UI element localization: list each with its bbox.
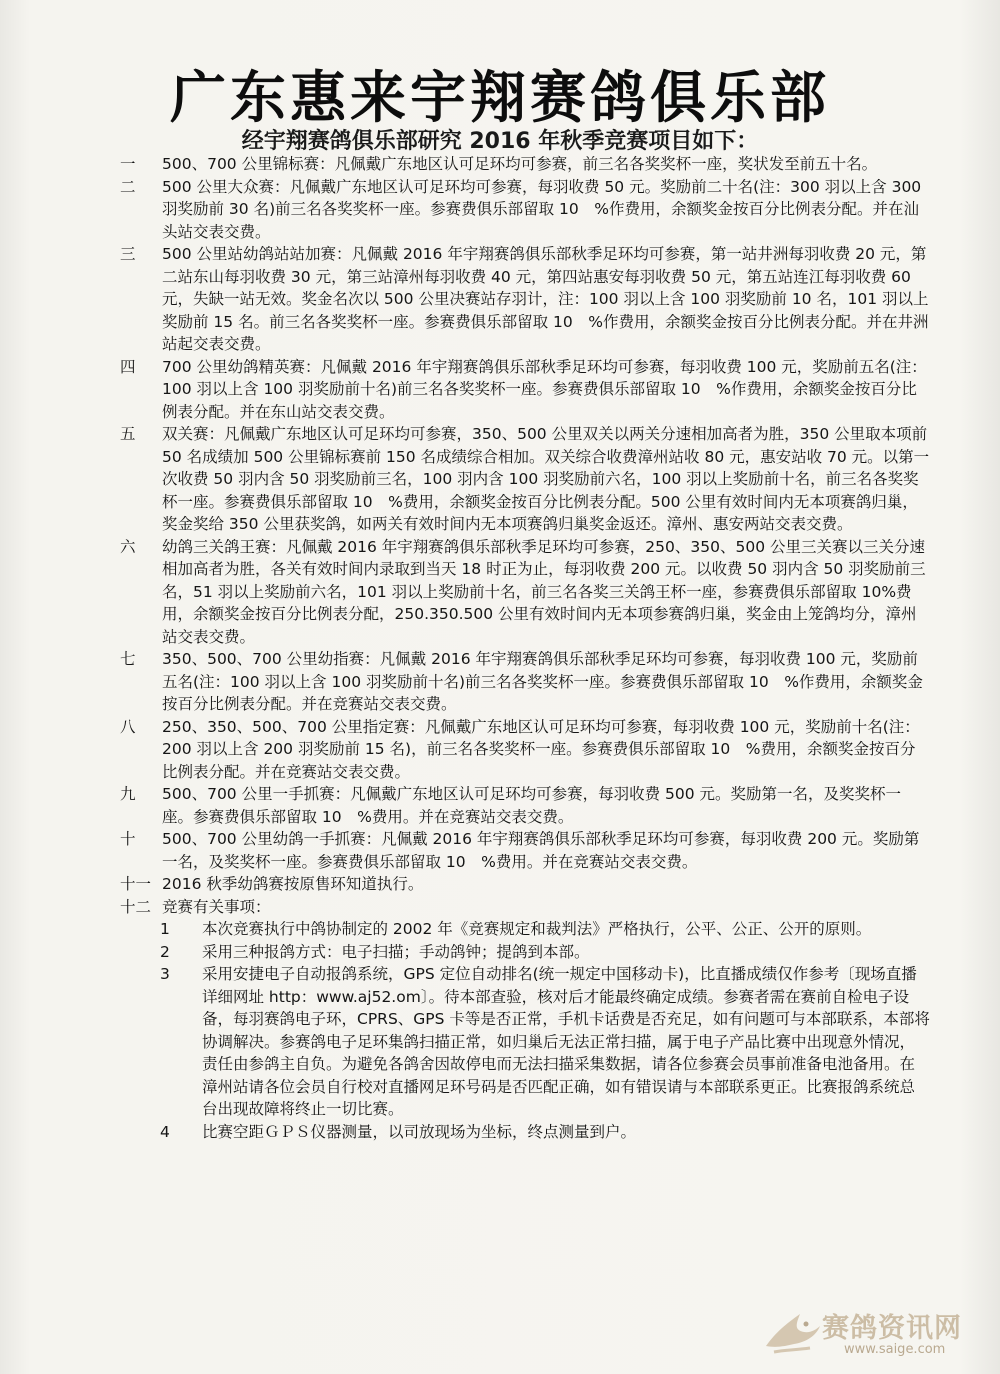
rule-text: 2016 秋季幼鸽赛按原售环知道执行。: [162, 875, 424, 893]
rule-text: 500、700 公里锦标赛：凡佩戴广东地区认可足环均可参赛，前三名各奖奖杯一座，奖状发至前五十名。: [162, 155, 878, 173]
rule-item-9: [120, 783, 930, 828]
matter-item-3: [120, 963, 930, 1121]
matter-item-2: [120, 941, 930, 964]
rule-item-7: [120, 648, 930, 716]
rule-number: 六: [120, 537, 136, 556]
watermark-url[interactable]: www.saige.com: [844, 1342, 946, 1357]
rule-text: 500 公里站幼鸽站站加赛：凡佩戴 2016 年宇翔赛鸽俱乐部秋季足环均可参赛，第一站井洲每羽收费 20 元，第二站东山每羽收费 30 元，第三站漳州每羽收费 40 元，第四站惠安每羽收费 50 元，第五站连江每羽收费 60 元，失缺一站无效。奖金名次以 500 公里决赛站存羽计，注：100 羽以上含 100 羽奖励前 10 名，101 羽以上奖励前 15 名。前三名各奖奖杯一座。参赛费俱乐部留取 10 %作费用，余额奖金按百分比例表分配。并在井洲站起交表交费。: [162, 245, 929, 353]
rule-item-5: [120, 423, 930, 536]
rule-text: 500、700 公里一手抓赛：凡佩戴广东地区认可足环均可参赛，每羽收费 500 元。奖励第一名，及奖奖杯一座。参赛费俱乐部留取 10 %费用。并在竞赛站交表交费。: [162, 785, 902, 826]
rule-number: 四: [120, 357, 136, 376]
rule-item-3: [120, 243, 930, 356]
rule-text: 幼鸽三关鸽王赛：凡佩戴 2016 年宇翔赛鸽俱乐部秋季足环均可参赛，250、350、500 公里三关赛以三关分速相加高者为胜，各关有效时间内录取到当天 18 时正为止，每羽收费 200 元。以收费 50 羽内含 50 羽奖励前三名，51 羽以上奖励前六名，101 羽以上奖励前十名，前三名各奖三关鸽王杯一座，参赛费俱乐部留取 10%费用，余额奖金按百分比例表分配，250.350.500 公里有效时间内无本项参赛鸽归巢，奖金由上笼鸽均分，漳州站交表交费。: [162, 537, 926, 646]
rule-text: 双关赛：凡佩戴广东地区认可足环均可参赛，350、500 公里双关以两关分速相加高者为胜，350 公里取本项前 50 名成绩加 500 公里锦标赛前 150 名成绩综合相加。双关综合收费漳州站收 80 元，惠安站收 70 元。以第一次收费 50 羽内含 50 羽奖励前三名，100 羽内含 100 羽奖励前六名，100 羽以上奖励前十名，前三名各奖奖杯一座。参赛费俱乐部留取 10 %费用，余额奖金按百分比例表分配。500 公里有效时间内无本项赛鸽归巢，奖金奖给 350 公里获奖鸽，如两关有效时间内无本项赛鸽归巢奖金返还。漳州、惠安两站交表交费。: [162, 425, 930, 533]
rule-text: 250、350、500、700 公里指定赛：凡佩戴广东地区认可足环均可参赛，每羽收费 100 元，奖励前十名(注：200 羽以上含 200 羽奖励前 15 名)，前三名各奖奖杯一座。参赛费俱乐部留取 10 %费用，余额奖金按百分比例表分配。并在竞赛站交表交费。: [162, 717, 920, 781]
matter-text: 本次竞赛执行中鸽协制定的 2002 年《竞赛规定和裁判法》严格执行，公平、公正、公开的原则。: [202, 920, 872, 938]
matter-number: 4: [160, 1122, 170, 1141]
rules-list: [120, 153, 930, 1143]
pigeon-logo-icon: [760, 1302, 822, 1360]
matter-item-4: [120, 1121, 930, 1144]
rule-item-8: [120, 716, 930, 784]
rule-number: 三: [120, 245, 136, 263]
rule-number: 十二: [120, 897, 152, 916]
rule-item-2: [120, 176, 930, 244]
rule-number: 十: [120, 830, 136, 848]
rule-item-12: [120, 896, 930, 919]
watermark-text: 赛鸽资讯网: [822, 1313, 962, 1344]
rule-number: 五: [120, 425, 136, 443]
rule-number: 十一: [120, 875, 152, 893]
page-title: 广东惠来宇翔赛鸽俱乐部: [170, 66, 830, 131]
rule-text: 500 公里大众赛：凡佩戴广东地区认可足环均可参赛，每羽收费 50 元。奖励前二十名(注：300 羽以上含 300 羽奖励前 30 名)前三名各奖奖杯一座。参赛费俱乐部留取 10 %作费用，余额奖金按百分比例表分配。并在汕头站交表交费。: [162, 177, 922, 241]
page-subtitle: 经宇翔赛鸽俱乐部研究 2016 年秋季竞赛项目如下：: [241, 129, 759, 154]
matter-text: 采用安捷电子自动报鸽系统，GPS 定位自动排名(统一规定中国移动卡)，比直播成绩仅作参考〔现场直播详细网址 http：www.aj52.om〕。待本部查验，核对后才能最终确定成绩。参赛者需在赛前自检电子设备，每羽赛鸽电子环，CPRS、GPS 卡等是否正常，手机卡话费是否充足，如有问题可与本部联系，本部将协调解决。参赛鸽电子足环集鸽扫描正常，如归巢后无法正常扫描，属于电子产品比赛中出现意外情况，责任由参鸽主自负。为避免各鸽舍因故停电而无法扫描采集数据，请各位参赛会员事前准备电池备用。在漳州站请各位会员自行校对直播网足环号码是否匹配正确，如有错误请与本部联系更正。比赛报鸽系统总台出现故障将终止一切比赛。: [202, 965, 930, 1118]
rule-item-4: [120, 356, 930, 424]
matter-number: 3: [160, 965, 170, 983]
rule-text: 700 公里幼鸽精英赛：凡佩戴 2016 年宇翔赛鸽俱乐部秋季足环均可参赛，每羽收费 100 元，奖励前五名(注：100 羽以上含 100 羽奖励前十名)前三名各奖奖杯一座。参赛费俱乐部留取 10 %作费用，余额奖金按百分比例表分配。并在东山站交表交费。: [162, 357, 927, 421]
rule-text: 350、500、700 公里幼指赛：凡佩戴 2016 年宇翔赛鸽俱乐部秋季足环均可参赛，每羽收费 100 元，奖励前五名(注：100 羽以上含 100 羽奖励前十名)前三名各奖奖杯一座。参赛费俱乐部留取 10 %作费用，余额奖金按百分比例表分配。并在竞赛站交表交费。: [162, 650, 923, 713]
rule-text: 500、700 公里幼鸽一手抓赛：凡佩戴 2016 年宇翔赛鸽俱乐部秋季足环均可参赛，每羽收费 200 元。奖励第一名，及奖奖杯一座。参赛费俱乐部留取 10 %费用。并在竞赛站交表交费。: [162, 830, 920, 871]
matter-number: 1: [160, 920, 170, 938]
matter-number: 2: [160, 942, 170, 961]
rule-number: 八: [120, 717, 136, 736]
matters-list: [120, 918, 930, 1143]
matter-item-1: [120, 918, 930, 941]
rule-item-6: [120, 536, 930, 649]
rule-number: 二: [120, 177, 136, 196]
rule-number: 九: [120, 785, 136, 803]
rule-text: 竞赛有关事项：: [162, 897, 271, 916]
matter-text: 比赛空距ＧＰＳ仪器测量，以司放现场为坐标，终点测量到户。: [202, 1122, 637, 1141]
site-watermark: [760, 1302, 970, 1362]
rule-item-11: [120, 873, 930, 896]
rule-item-1: [120, 153, 930, 176]
rule-number: 七: [120, 650, 136, 668]
rule-item-10: [120, 828, 930, 873]
matter-text: 采用三种报鸽方式：电子扫描；手动鸽钟；提鸽到本部。: [202, 942, 590, 961]
rule-number: 一: [120, 155, 136, 173]
